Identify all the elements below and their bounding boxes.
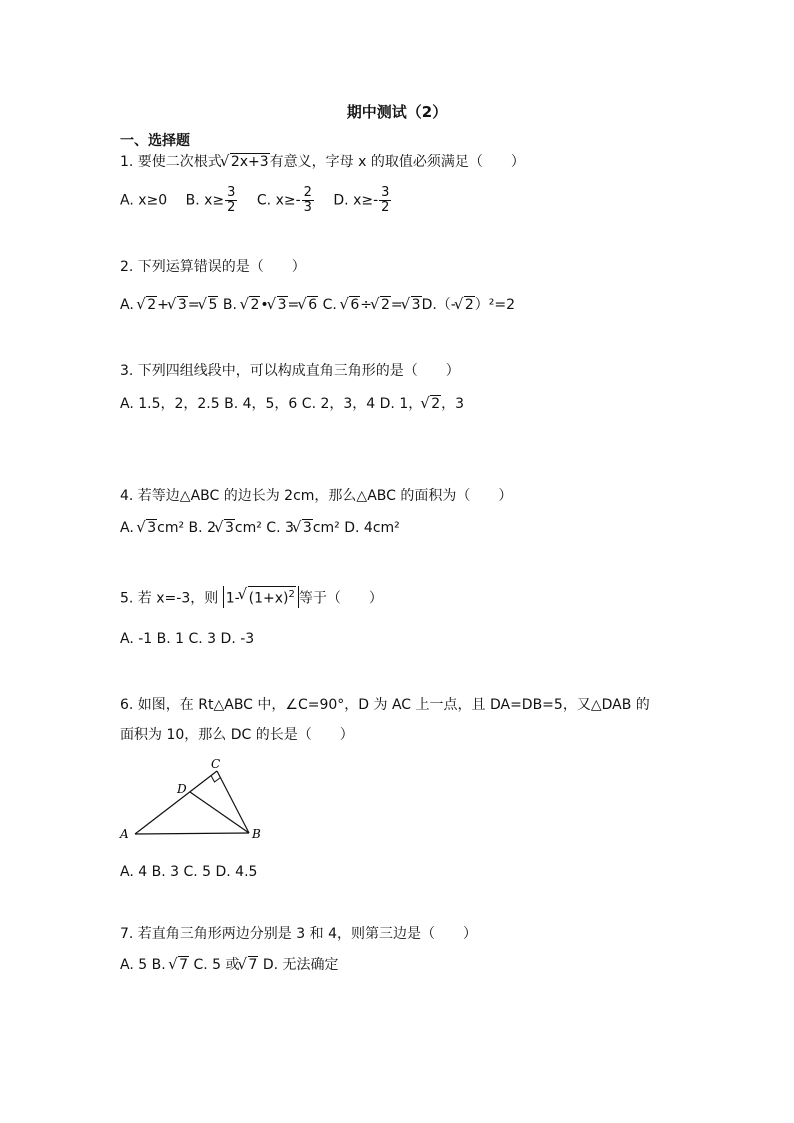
fraction: $\frac{2}{3}$ bbox=[303, 185, 312, 215]
question-5-options: A. -1 B. 1 C. 3 D. -3 bbox=[120, 631, 255, 647]
question-5-stem: 5. 若 x=-3，则 1-√ $(1+x)^2$ 等于（ ） bbox=[120, 586, 383, 609]
section-heading: 一、选择题 bbox=[120, 133, 190, 149]
triangle-figure bbox=[115, 756, 275, 848]
label-d: D bbox=[177, 782, 187, 796]
question-3-stem: 3. 下列四组线段中，可以构成直角三角形的是（ ） bbox=[120, 363, 460, 379]
question-4-stem: 4. 若等边△ABC 的边长为 2cm，那么△ABC 的面积为（ ） bbox=[120, 488, 513, 504]
absolute-value: 1-√ $(1+x)^2$ bbox=[223, 586, 299, 608]
question-2-options: A. √ 2+√ 3=√ 5 B. √ 2•√ 3=√ 6 C. √ 6÷√ 2=√ 3D.（-√ 2）²=2 bbox=[120, 295, 515, 315]
label-b: B bbox=[252, 827, 261, 841]
question-7-stem: 7. 若直角三角形两边分别是 3 和 4，则第三边是（ ） bbox=[120, 926, 477, 942]
question-1-stem: 1. 要使二次根式√ 2x+3有意义，字母 x 的取值必须满足（ ） bbox=[120, 152, 525, 172]
question-6-stem-line2: 面积为 10，那么 DC 的长是（ ） bbox=[120, 727, 354, 743]
question-4-options: A. √ 3cm² B. 2√ 3cm² C. 3√ 3cm² D. 4cm² bbox=[120, 518, 400, 538]
question-3-options: A. 1.5，2，2.5 B. 4，5，6 C. 2，3，4 D. 1，√ 2，3 bbox=[120, 394, 464, 414]
question-6-stem-line1: 6. 如图，在 Rt△ABC 中，∠C=90°，D 为 AC 上一点，且 DA=DB=5，又△DAB 的 bbox=[120, 697, 650, 713]
question-6-options: A. 4 B. 3 C. 5 D. 4.5 bbox=[120, 864, 258, 880]
question-2-stem: 2. 下列运算错误的是（ ） bbox=[120, 259, 306, 275]
question-1-options: A. x≥0 B. x≥ $\frac{3}{2}$ C. x≥- $\frac{2}{3}$ D. x≥- $\frac{3}{2}$ bbox=[120, 185, 390, 215]
fraction: $\frac{3}{2}$ bbox=[227, 185, 236, 215]
page-title: 期中测试（2） bbox=[346, 103, 448, 121]
radical: √ 2x+3 bbox=[223, 152, 270, 172]
fraction: $\frac{3}{2}$ bbox=[381, 185, 390, 215]
label-c: C bbox=[211, 757, 221, 771]
question-7-options: A. 5 B. √ 7 C. 5 或√ 7 D. 无法确定 bbox=[120, 955, 339, 975]
label-a: A bbox=[120, 827, 129, 841]
